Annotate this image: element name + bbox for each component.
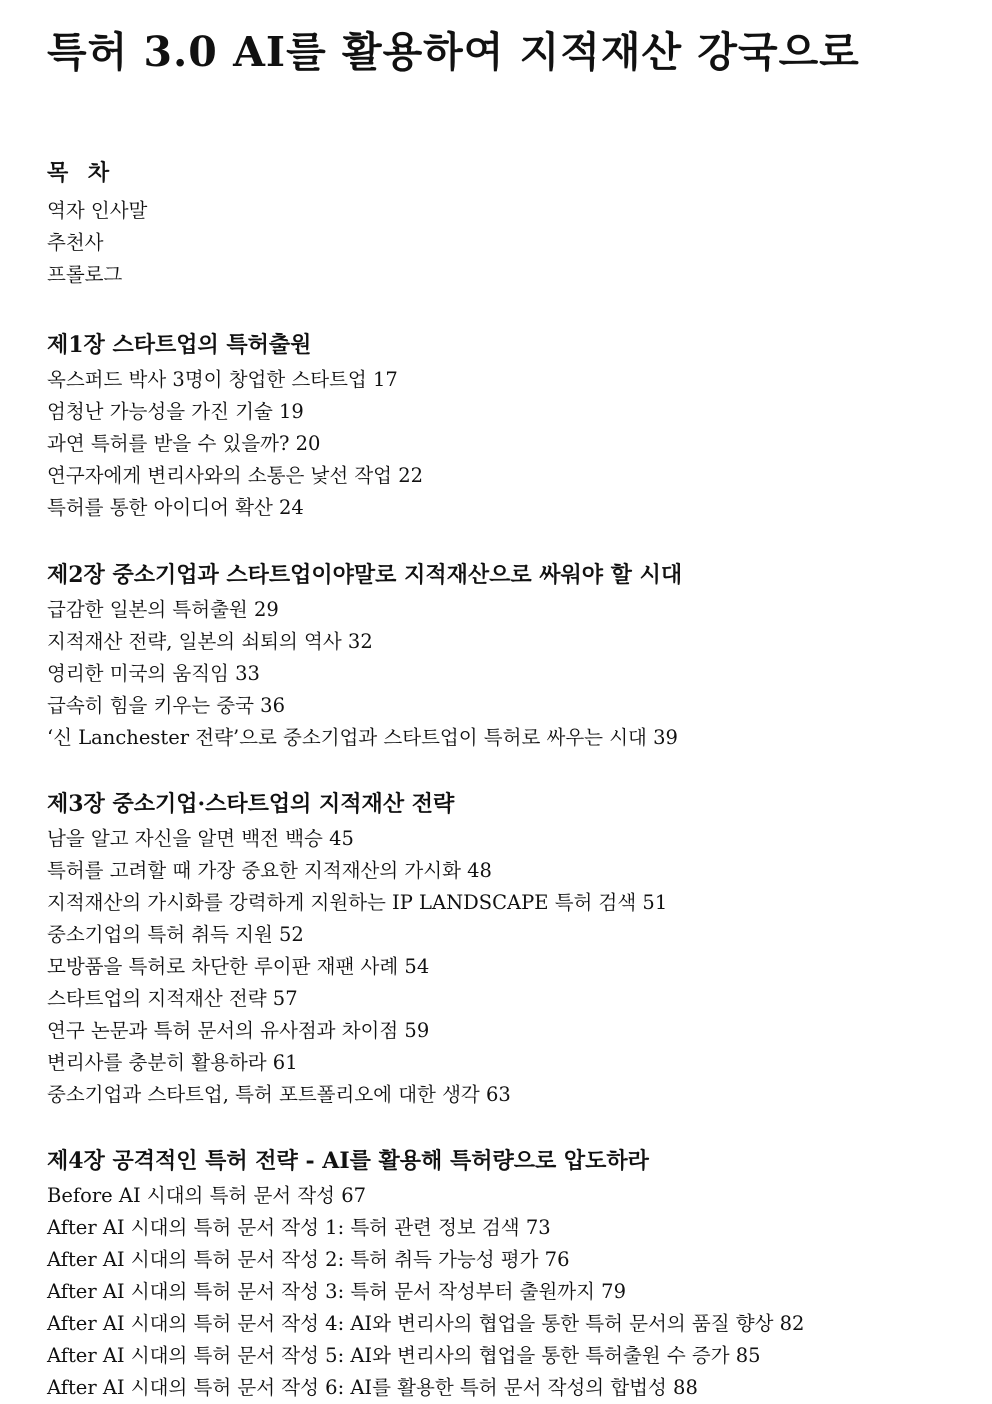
toc-entry: 특허를 고려할 때 가장 중요한 지적재산의 가시화 48 bbox=[47, 859, 492, 882]
toc-entry-recommendation: 추천사 bbox=[47, 231, 104, 254]
chapter-title: 제1장 스타트업의 특허출원 bbox=[47, 332, 312, 358]
toc-entry: After AI 시대의 특허 문서 작성 2: 특허 취득 가능성 평가 76 bbox=[47, 1248, 570, 1271]
chapter-title: 제3장 중소기업·스타트업의 지적재산 전략 bbox=[47, 791, 455, 817]
toc-entry: 옥스퍼드 박사 3명이 창업한 스타트업 17 bbox=[47, 368, 398, 391]
toc-entry: 엄청난 가능성을 가진 기술 19 bbox=[47, 400, 304, 423]
toc-entry: 영리한 미국의 움직임 33 bbox=[47, 662, 260, 685]
toc-heading: 목 차 bbox=[47, 160, 116, 186]
document-title: 특허 3.0 AI를 활용하여 지적재산 강국으로 bbox=[47, 28, 860, 76]
chapter-entries bbox=[47, 364, 423, 524]
toc-entry: 중소기업과 스타트업, 특허 포트폴리오에 대한 생각 63 bbox=[47, 1083, 511, 1106]
chapter-title: 제4장 공격적인 특허 전략 - AI를 활용해 특허량으로 압도하라 bbox=[47, 1148, 649, 1174]
chapter-entries bbox=[47, 823, 667, 1111]
toc-entry: 급감한 일본의 특허출원 29 bbox=[47, 598, 279, 621]
toc-entry: 스타트업의 지적재산 전략 57 bbox=[47, 987, 298, 1010]
chapter-title: 제2장 중소기업과 스타트업이야말로 지적재산으로 싸워야 할 시대 bbox=[47, 562, 683, 588]
chapter-1 bbox=[47, 328, 423, 524]
toc-entry: After AI 시대의 특허 문서 작성 6: AI를 활용한 특허 문서 작성의 합법성 88 bbox=[47, 1376, 698, 1399]
toc-entry: After AI 시대의 특허 문서 작성 1: 특허 관련 정보 검색 73 bbox=[47, 1216, 551, 1239]
toc-entry: 특허를 통한 아이디어 확산 24 bbox=[47, 496, 304, 519]
toc-entry: 연구 논문과 특허 문서의 유사점과 차이점 59 bbox=[47, 1019, 430, 1042]
toc-entry: ‘신 Lanchester 전략’으로 중소기업과 스타트업이 특허로 싸우는 시대 39 bbox=[47, 726, 678, 749]
chapter-2 bbox=[47, 558, 682, 754]
toc-entry-greeting: 역자 인사말 bbox=[47, 199, 148, 222]
toc-entry: 과연 특허를 받을 수 있을까? 20 bbox=[47, 432, 321, 455]
toc-entry: Before AI 시대의 특허 문서 작성 67 bbox=[47, 1184, 367, 1207]
toc-entry: 연구자에게 변리사와의 소통은 낯선 작업 22 bbox=[47, 464, 424, 487]
toc-entry: 지적재산의 가시화를 강력하게 지원하는 IP LANDSCAPE 특허 검색 51 bbox=[47, 891, 668, 914]
toc-entry: After AI 시대의 특허 문서 작성 5: AI와 변리사의 협업을 통한 특허출원 수 증가 85 bbox=[47, 1344, 761, 1367]
front-matter-list bbox=[47, 195, 147, 291]
toc-entry: 중소기업의 특허 취득 지원 52 bbox=[47, 923, 304, 946]
toc-entry-prologue: 프롤로그 bbox=[47, 263, 123, 286]
toc-entry: 지적재산 전략, 일본의 쇠퇴의 역사 32 bbox=[47, 630, 373, 653]
chapter-entries bbox=[47, 1180, 804, 1404]
chapter-4 bbox=[47, 1144, 804, 1404]
toc-entry: After AI 시대의 특허 문서 작성 3: 특허 문서 작성부터 출원까지 79 bbox=[47, 1280, 626, 1303]
toc-entry: 변리사를 충분히 활용하라 61 bbox=[47, 1051, 298, 1074]
toc-entry: 남을 알고 자신을 알면 백전 백승 45 bbox=[47, 827, 354, 850]
chapter-entries bbox=[47, 594, 682, 754]
chapter-3 bbox=[47, 787, 667, 1111]
document-page bbox=[47, 0, 972, 1403]
toc-entry: 모방품을 특허로 차단한 루이판 재팬 사례 54 bbox=[47, 955, 430, 978]
toc-entry: 급속히 힘을 키우는 중국 36 bbox=[47, 694, 285, 717]
toc-entry: After AI 시대의 특허 문서 작성 4: AI와 변리사의 협업을 통한 특허 문서의 품질 향상 82 bbox=[47, 1312, 805, 1335]
